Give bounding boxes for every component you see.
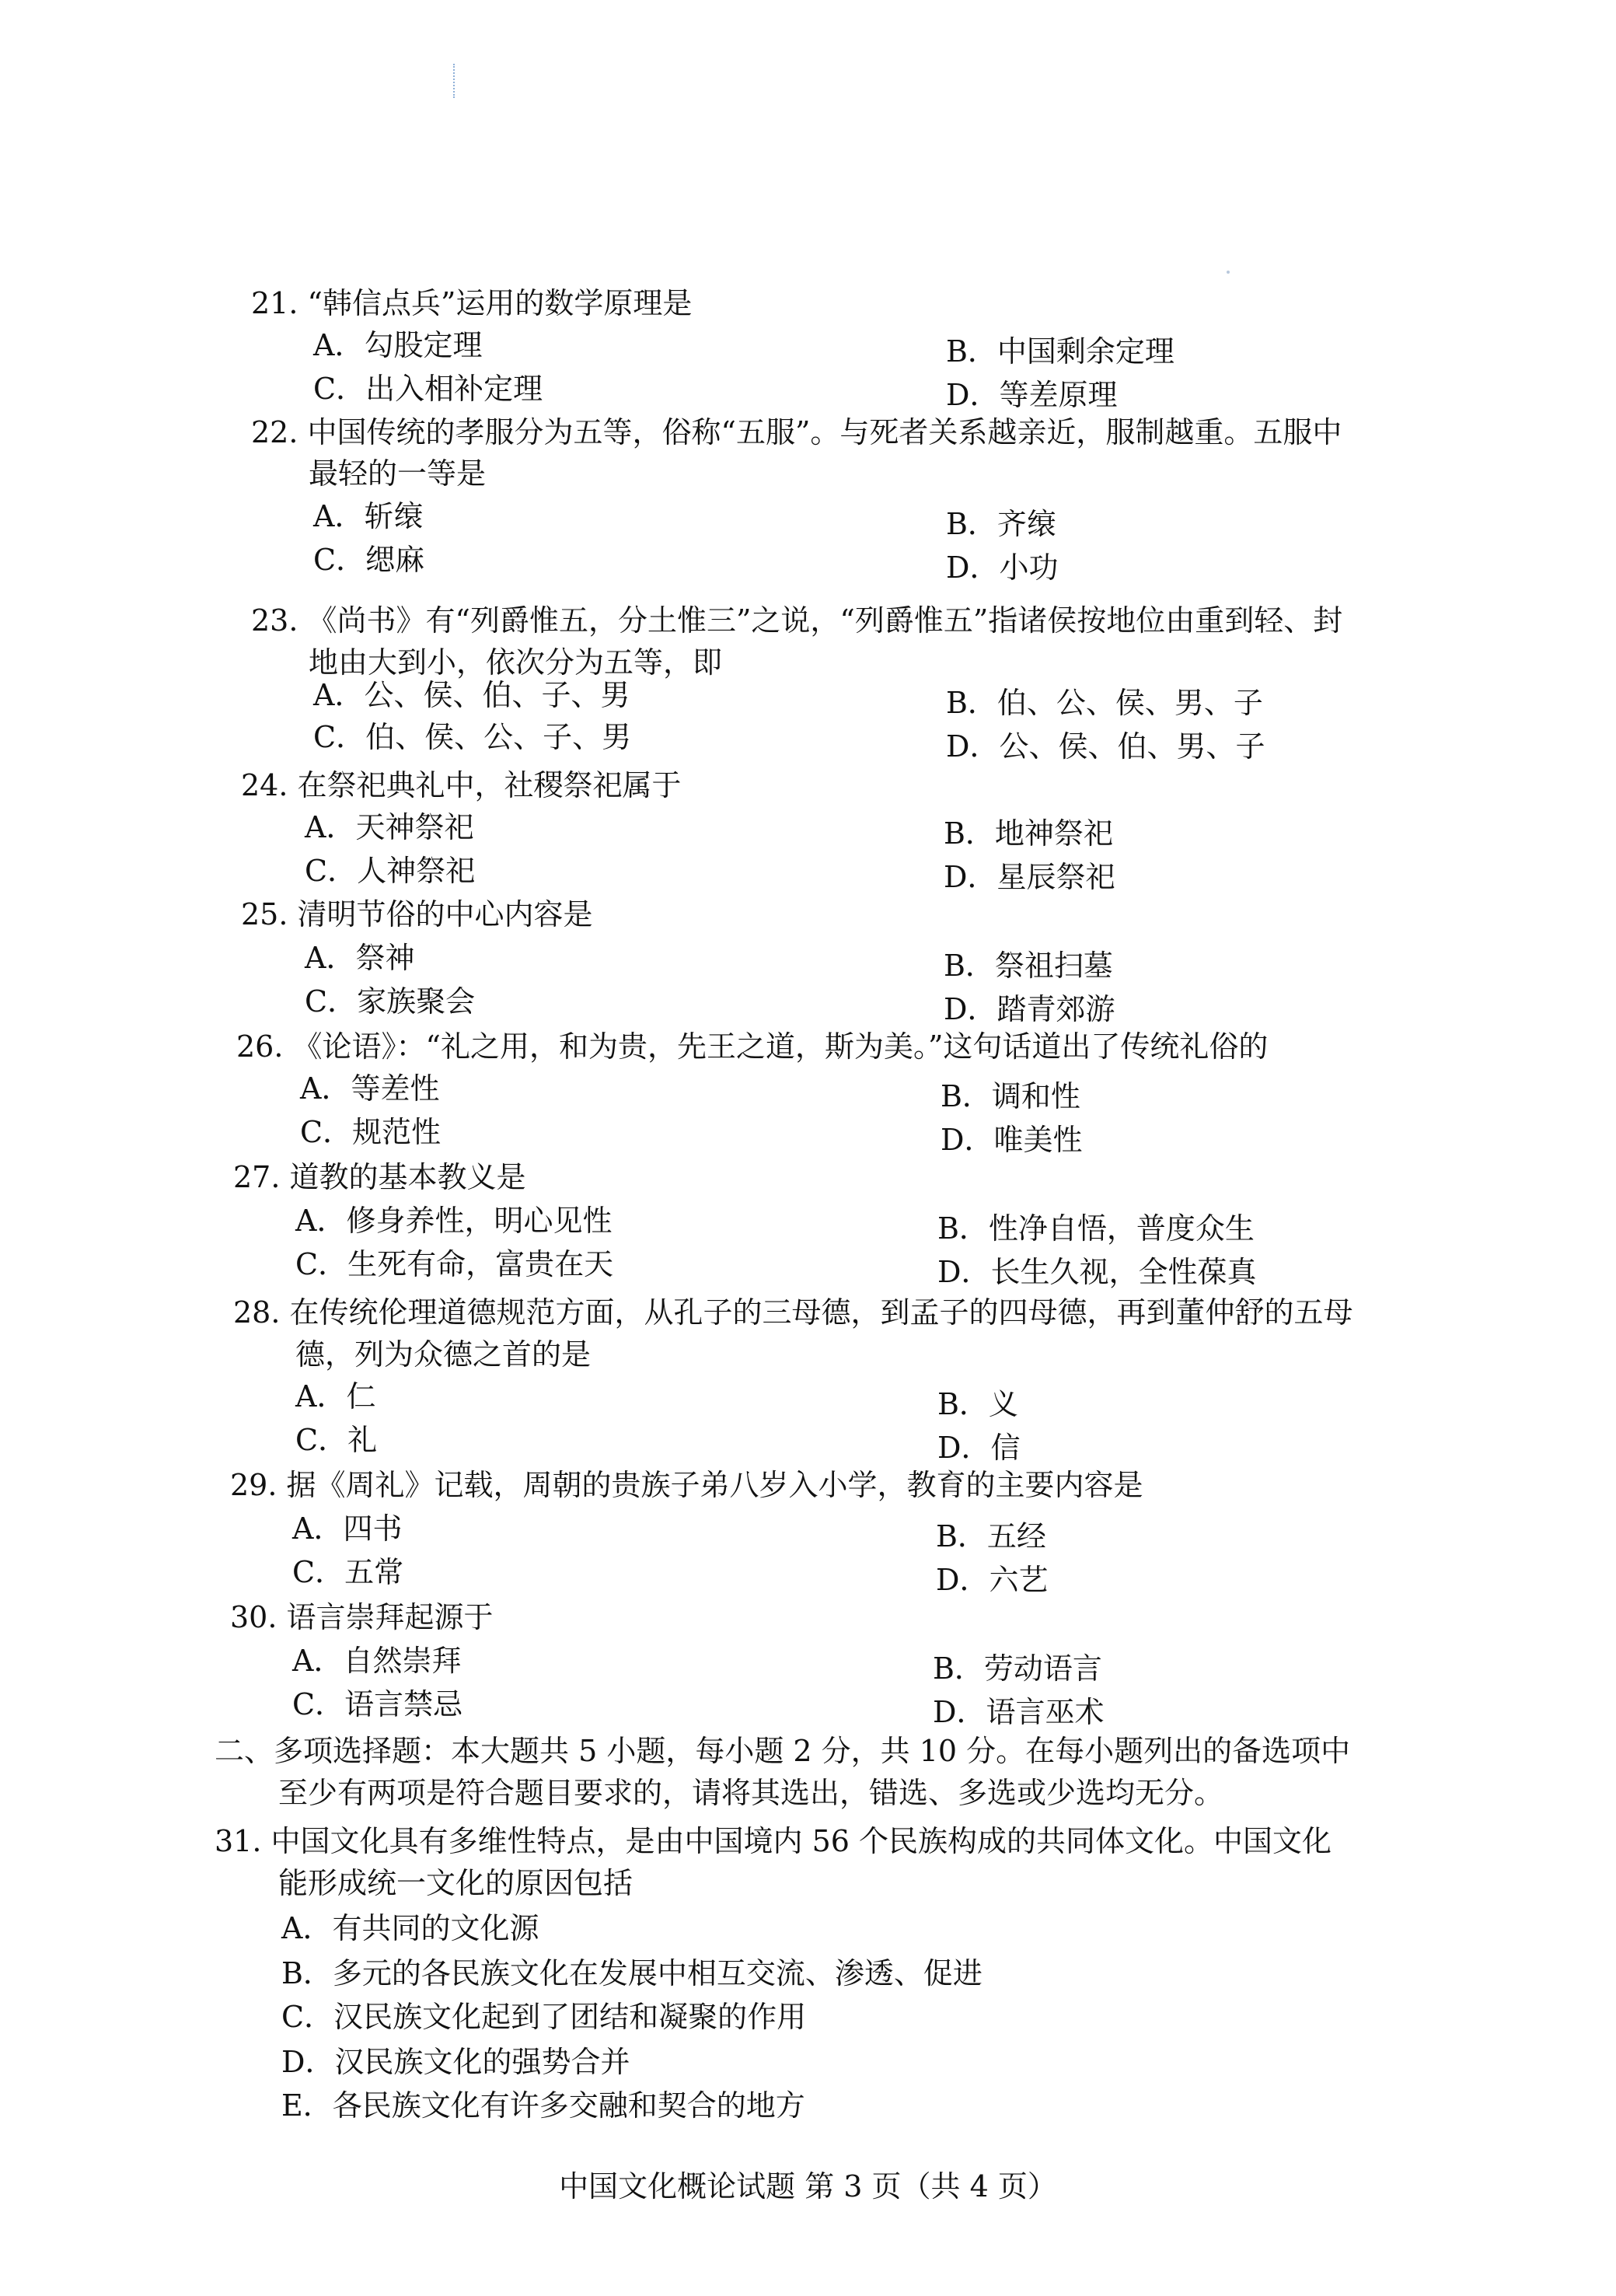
question-text-line1: 《尚书》有“列爵惟五，分土惟三”之说，“列爵惟五”指诸侯按地位由重到轻、封 xyxy=(307,603,1343,638)
question-text-line1: 中国文化具有多维性特点，是由中国境内 56 个民族构成的共同体文化。中国文化 xyxy=(270,1824,1332,1858)
question-26 xyxy=(236,1028,1268,1065)
question-number: 23. xyxy=(251,603,298,638)
question-number: 24. xyxy=(241,768,288,802)
question-number: 28. xyxy=(233,1295,281,1330)
option-d: D．唯美性 xyxy=(941,1123,1083,1157)
option-b: B．义 xyxy=(937,1387,1018,1421)
question-text-line1: 在传统伦理道德规范方面，从孔子的三母德，到孟子的四母德，再到董仲舒的五母 xyxy=(289,1295,1353,1330)
question-22 xyxy=(251,414,1342,451)
question-text-line2: 德，列为众德之首的是 xyxy=(295,1337,592,1372)
option-c: C．出入相补定理 xyxy=(313,372,543,406)
option-c: C．礼 xyxy=(295,1423,378,1457)
question-27 xyxy=(233,1158,526,1196)
option-b: B．地神祭祀 xyxy=(944,816,1113,851)
option-a: A．仁 xyxy=(295,1379,376,1414)
option-a: A．修身养性，明心见性 xyxy=(295,1204,613,1238)
option-e: E．各民族文化有许多交融和契合的地方 xyxy=(281,2088,805,2123)
option-b: B．性净自悟，普度众生 xyxy=(937,1211,1255,1246)
question-text: “韩信点兵”运用的数学原理是 xyxy=(307,286,693,320)
option-a: A．天神祭祀 xyxy=(305,810,474,844)
option-c: C．语言禁忌 xyxy=(292,1687,463,1721)
option-a: A．有共同的文化源 xyxy=(281,1911,539,1945)
option-d: D．汉民族文化的强势合并 xyxy=(281,2045,630,2079)
option-b: B．齐缞 xyxy=(946,507,1056,541)
option-b: B．中国剩余定理 xyxy=(946,334,1174,369)
option-d: D．等差原理 xyxy=(946,378,1118,412)
scan-dot xyxy=(1227,271,1230,274)
option-a: A．斩缞 xyxy=(313,499,424,533)
question-30 xyxy=(230,1599,494,1636)
scan-mark xyxy=(453,64,459,98)
option-a: A．祭神 xyxy=(305,941,415,975)
question-text: 在祭祀典礼中，社稷祭祀属于 xyxy=(297,768,682,802)
option-c: C．五常 xyxy=(292,1555,404,1589)
option-c: C．人神祭祀 xyxy=(305,854,476,888)
option-a: A．公、侯、伯、子、男 xyxy=(313,678,630,712)
option-c: C．生死有命，富贵在天 xyxy=(295,1247,614,1281)
option-d: D．长生久视，全性葆真 xyxy=(937,1255,1257,1289)
question-text: 语言崇拜起源于 xyxy=(286,1600,494,1634)
question-number: 25. xyxy=(241,897,288,931)
option-a: A．四书 xyxy=(292,1511,403,1546)
question-number: 22. xyxy=(251,415,298,449)
option-c: C．缌麻 xyxy=(313,543,425,577)
question-text-line1: 中国传统的孝服分为五等，俗称“五服”。与死者关系越亲近，服制越重。五服中 xyxy=(307,415,1342,449)
option-d: D．公、侯、伯、男、子 xyxy=(946,729,1265,764)
question-text: 道教的基本教义是 xyxy=(289,1160,526,1194)
question-24 xyxy=(241,767,682,804)
question-text: 据《周礼》记载，周朝的贵族子弟八岁入小学，教育的主要内容是 xyxy=(286,1468,1143,1502)
option-b: B．多元的各民族文化在发展中相互交流、渗透、促进 xyxy=(281,1956,983,1990)
question-text-line2: 能形成统一文化的原因包括 xyxy=(278,1866,633,1900)
question-number: 31. xyxy=(215,1824,262,1858)
option-d: D．信 xyxy=(937,1431,1021,1465)
option-a: A．等差性 xyxy=(300,1071,440,1106)
question-number: 29. xyxy=(230,1468,277,1502)
question-25 xyxy=(241,896,593,933)
option-b: B．调和性 xyxy=(941,1079,1080,1113)
question-text-line2: 地由大到小，依次分为五等，即 xyxy=(309,645,723,680)
page-footer: 中国文化概论试题 第 3 页（共 4 页） xyxy=(559,2169,1057,2203)
option-b: B．祭祖扫墓 xyxy=(944,949,1113,983)
question-number: 21. xyxy=(251,286,298,320)
section-heading-line2: 至少有两项是符合题目要求的，请将其选出，错选、多选或少选均无分。 xyxy=(278,1776,1224,1810)
question-text: 《论语》：“礼之用，和为贵，先王之道，斯为美。”这句话道出了传统礼俗的 xyxy=(292,1029,1269,1064)
option-d: D．星辰祭祀 xyxy=(944,860,1115,894)
question-text-line2: 最轻的一等是 xyxy=(309,456,487,491)
question-number: 26. xyxy=(236,1029,284,1064)
question-21 xyxy=(251,285,692,322)
question-number: 30. xyxy=(230,1600,277,1634)
option-c: C．汉民族文化起到了团结和凝聚的作用 xyxy=(281,2000,807,2034)
option-a: A．自然崇拜 xyxy=(292,1644,462,1678)
option-d: D．语言巫术 xyxy=(933,1695,1105,1729)
option-c: C．规范性 xyxy=(300,1115,442,1149)
option-c: C．家族聚会 xyxy=(305,984,476,1019)
question-31 xyxy=(215,1822,1332,1860)
option-d: D．踏青郊游 xyxy=(944,992,1115,1026)
section-heading-line1: 二、多项选择题：本大题共 5 小题，每小题 2 分，共 10 分。在每小题列出的备选项中 xyxy=(215,1734,1351,1768)
question-text: 清明节俗的中心内容是 xyxy=(297,897,593,931)
option-d: D．小功 xyxy=(946,550,1059,585)
question-number: 27. xyxy=(233,1160,281,1194)
question-23 xyxy=(251,602,1342,639)
option-b: B．五经 xyxy=(936,1519,1046,1553)
option-d: D．六艺 xyxy=(936,1563,1049,1597)
question-29 xyxy=(230,1466,1143,1504)
option-b: B．伯、公、侯、男、子 xyxy=(946,686,1263,720)
option-c: C．伯、侯、公、子、男 xyxy=(313,720,632,754)
option-a: A．勾股定理 xyxy=(313,328,483,362)
question-28 xyxy=(233,1294,1353,1331)
option-b: B．劳动语言 xyxy=(933,1651,1102,1686)
